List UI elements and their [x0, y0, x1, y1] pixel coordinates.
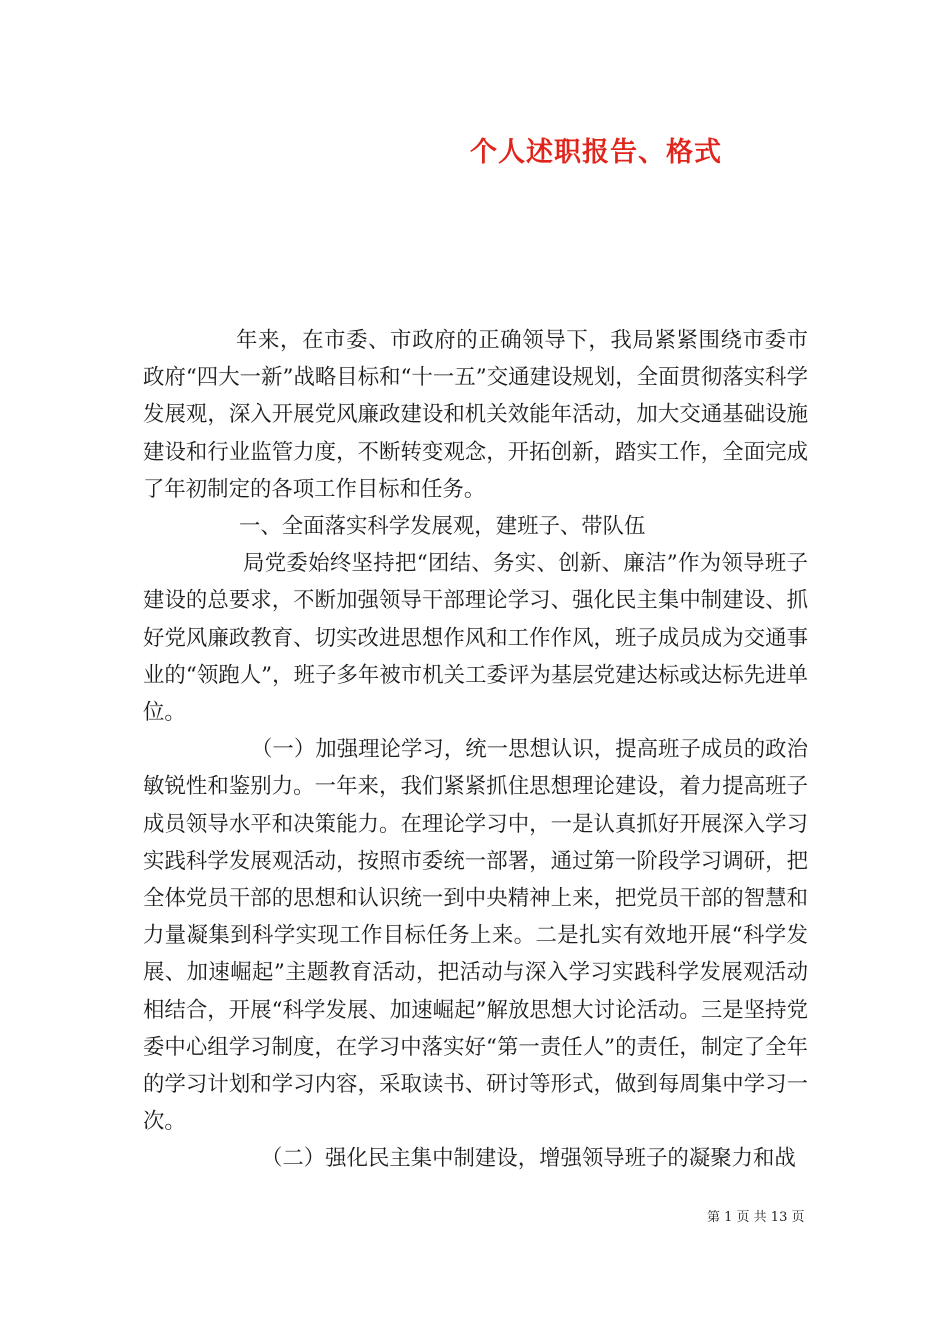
- section-heading-1: 一、全面落实科学发展观，建班子、带队伍: [239, 514, 646, 540]
- paragraph-subsection-2: （二）强化民主集中制建设，增强领导班子的凝聚力和战: [261, 1146, 796, 1172]
- paragraph-subsection-1: （一）加强理论学习，统一思想认识，提高班子成员的政治敏锐性和鉴别力。一年来，我们紧紧抓住思想理论建设，着力提高班子成员领导水平和决策能力。在理论学习中，一是认真抓好开展深入学习实践科学发展观活动，按照市委统一部署，通过第一阶段学习调研，把全体党员干部的思想和认识统一到中央精神上来，把党员干部的智慧和力量凝集到科学实现工作目标任务上来。二是扎实有效地开展“科学发展、加速崛起”主题教育活动，把活动与深入学习实践科学发展观活动相结合，开展“科学发展、加速崛起”解放思想大讨论活动。三是坚持党委中心组学习制度，在学习中落实好“第一责任人”的责任，制定了全年的学习计划和学习内容，采取读书、研讨等形式，做到每周集中学习一次。: [143, 737, 808, 1135]
- document-body: [143, 322, 808, 1178]
- paragraph-intro: 年来，在市委、市政府的正确领导下，我局紧紧围绕市委市政府“四大一新”战略目标和“十一五”交通建设规划，全面贯彻落实科学发展观，深入开展党风廉政建设和机关效能年活动，加大交通基础设施建设和行业监管力度，不断转变观念，开拓创新，踏实工作，全面完成了年初制定的各项工作目标和任务。: [143, 328, 808, 502]
- paragraph-party-committee: 局党委始终坚持把“团结、务实、创新、廉洁”作为领导班子建设的总要求，不断加强领导干部理论学习、强化民主集中制建设、抓好党风廉政教育、切实改进思想作风和工作作风，班子成员成为交通事业的“领跑人”，班子多年被市机关工委评为基层党建达标或达标先进单位。: [143, 551, 808, 726]
- page-number-footer: 第 1 页 共 13 页: [707, 1210, 805, 1225]
- document-title: 个人述职报告、格式: [470, 137, 722, 168]
